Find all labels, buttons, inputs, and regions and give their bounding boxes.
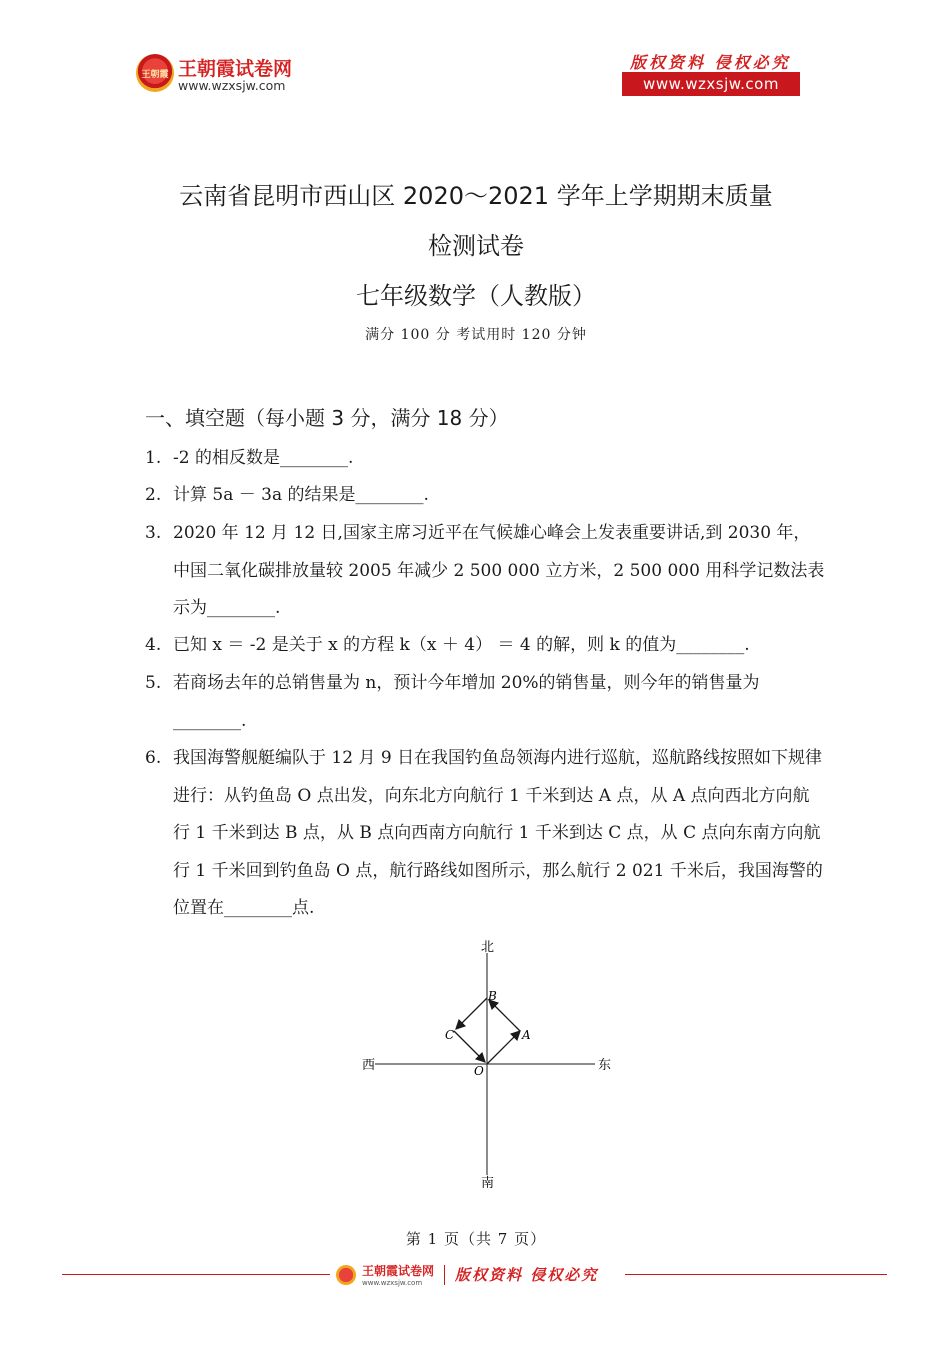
footer-divider-left — [62, 1274, 330, 1275]
footer-logo-url[interactable]: www.wzxsjw.com — [362, 1279, 423, 1287]
exam-title-line1: 云南省昆明市西山区 2020～2021 学年上学期期末质量 — [179, 182, 773, 210]
label-east: 东 — [598, 1058, 612, 1073]
question-1 — [145, 440, 825, 478]
question-number: 6. — [145, 748, 162, 768]
exam-subtitle: 七年级数学（人教版） — [356, 282, 596, 310]
copyright-slogan: 版权资料 侵权必究 — [630, 53, 791, 72]
label-north: 北 — [481, 940, 495, 955]
site-url-banner[interactable]: www.wzxsjw.com — [622, 72, 800, 96]
question-text: 我国海警舰艇编队于 12 月 9 日在我国钓鱼岛领海内进行巡航，巡航路线按照如下规律进行：从钓鱼岛 O 点出发，向东北方向航行 1 千米到达 A 点，从 A 点向西北方向航行 1 千米到达 B 点，从 B 点向西南方向航行 1 千米到达 C 点，从 C 点向东南方向航行 1 千米回到钓鱼岛 O 点，航行路线如图所示，那么航行 2 021 千米后，我国海警的位置在________点. — [173, 748, 823, 918]
label-south: 南 — [481, 1176, 495, 1191]
footer-divider-right — [625, 1274, 887, 1275]
label-point-b: B — [488, 989, 497, 1003]
question-2 — [145, 477, 825, 515]
question-number: 3. — [145, 523, 162, 543]
footer-logo-name: 王朝霞试卷网 — [362, 1264, 435, 1278]
question-number: 1. — [145, 448, 162, 468]
section-heading: 一、填空题（每小题 3 分，满分 18 分） — [145, 406, 509, 430]
route-a-to-b — [489, 1000, 520, 1031]
exam-title-line2: 检测试卷 — [428, 232, 524, 260]
navigation-diagram — [350, 935, 620, 1195]
footer-watermark — [336, 1262, 598, 1287]
question-4 — [145, 627, 825, 665]
question-text: 若商场去年的总销售量为 n，预计今年增加 20%的销售量，则今年的销售量为________. — [173, 673, 760, 731]
question-number: 4. — [145, 635, 162, 655]
exam-info: 满分 100 分 考试用时 120 分钟 — [365, 327, 587, 343]
question-number: 2. — [145, 485, 162, 505]
route-o-to-a — [487, 1031, 520, 1064]
label-west: 西 — [362, 1058, 376, 1073]
question-text: 2020 年 12 月 12 日,国家主席习近平在气候雄心峰会上发表重要讲话,到 2030 年，中国二氧化碳排放量较 2005 年减少 2 500 000 立方米，2 500 000 用科学记数法表示为________. — [173, 523, 825, 618]
footer-separator — [444, 1265, 445, 1285]
question-5 — [145, 665, 825, 740]
route-b-to-c — [456, 998, 487, 1029]
page-number: 第 1 页（共 7 页） — [405, 1230, 547, 1248]
logo-badge-text: 王朝霞 — [141, 69, 169, 80]
label-point-o: O — [474, 1064, 484, 1078]
question-text: -2 的相反数是________. — [173, 448, 354, 468]
question-3 — [145, 515, 825, 628]
logo-name: 王朝霞试卷网 — [178, 58, 293, 80]
logo-badge — [136, 54, 174, 92]
footer-slogan: 版权资料 侵权必究 — [455, 1266, 599, 1284]
question-6 — [145, 740, 825, 928]
question-text: 计算 5a － 3a 的结果是________. — [173, 485, 429, 505]
footer-logo-badge — [336, 1265, 356, 1285]
route-c-to-o — [454, 1031, 485, 1062]
label-point-c: C — [445, 1028, 455, 1042]
question-number: 5. — [145, 673, 162, 693]
logo-url[interactable]: www.wzxsjw.com — [178, 78, 286, 93]
question-text: 已知 x ＝ -2 是关于 x 的方程 k（x ＋ 4） ＝ 4 的解，则 k 的值为________. — [173, 635, 750, 655]
label-point-a: A — [522, 1028, 531, 1042]
